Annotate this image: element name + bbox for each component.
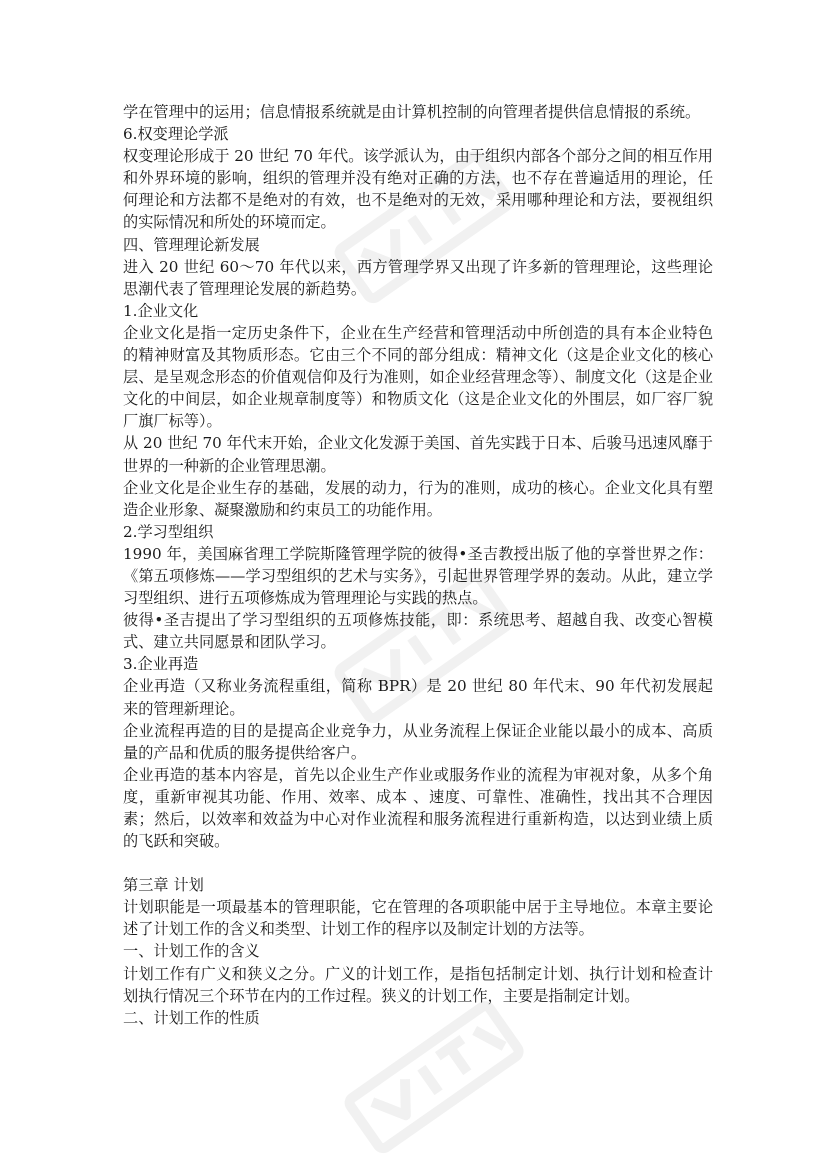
chapter-title: 第三章 计划 — [123, 876, 204, 895]
section-heading: 1.企业文化 — [123, 301, 199, 320]
paragraph: 学在管理中的运用；信息情报系统就是由计算机控制的向管理者提供信息情报的系统。 — [123, 103, 701, 121]
paragraph: 企业文化是企业生存的基础，发展的动力，行为的准则，成功的核心。企业文化具有塑造企业形象、凝聚激励和约束员工的功能作用。 — [123, 478, 713, 519]
section-heading: 6.权变理论学派 — [123, 125, 229, 144]
section-heading: 2.学习型组织 — [123, 522, 214, 541]
paragraph: 进入 20 世纪 60～70 年代以来，西方管理学界又出现了许多新的管理理论，这些理论思潮代表了管理理论发展的新趋势。 — [123, 257, 713, 298]
paragraph: 权变理论形成于 20 世纪 70 年代。该学派认为，由于组织内部各个部分之间的相互作用和外界环境的影响，组织的管理并没有绝对正确的方法，也不存在普遍适用的理论，任何理论和方法都不是绝对的有效，也不是绝对的无效，采用哪种理论和方法，要视组织的实际情况和所处的环境而定。 — [123, 147, 713, 232]
section-heading: 二、计划工作的性质 — [123, 1008, 260, 1027]
paragraph: 计划职能是一项最基本的管理职能，它在管理的各项职能中居于主导地位。本章主要论述了计划工作的含义和类型、计划工作的程序以及制定计划的方法等。 — [123, 898, 713, 939]
section-heading: 一、计划工作的含义 — [123, 942, 260, 961]
paragraph: 企业流程再造的目的是提高企业竞争力，从业务流程上保证企业能以最小的成本、高质量的产品和优质的服务提供给客户。 — [123, 721, 713, 762]
paragraph: 企业文化是指一定历史条件下，企业在生产经营和管理活动中所创造的具有本企业特色的精神财富及其物质形态。它由三个不同的部分组成：精神文化（这是企业文化的核心层、是呈观念形态的价值观信仰及行为准则，如企业经营理念等）、制度文化（这是企业文化的中间层，如企业规章制度等）和物质文化（这是企业文化的外围层，如厂容厂貌厂旗厂标等）。 — [123, 323, 713, 431]
section-heading: 3.企业再造 — [123, 655, 199, 674]
paragraph: 1990 年，美国麻省理工学院斯隆管理学院的彼得•圣吉教授出版了他的享誉世界之作：《第五项修炼——学习型组织的艺术与实务》，引起世界管理学界的轰动。从此，建立学习型组织、进行五项修炼成为管理理论与实践的热点。 — [123, 544, 713, 608]
paragraph: 从 20 世纪 70 年代末开始，企业文化发源于美国、首先实践于日本、后骏马迅速风靡于世界的一种新的企业管理思潮。 — [123, 434, 713, 475]
paragraph: 企业再造（又称业务流程重组，简称 BPR）是 20 世纪 80 年代末、90 年代初发展起来的管理新理论。 — [123, 677, 713, 718]
paragraph: 彼得•圣吉提出了学习型组织的五项修炼技能，即：系统思考、超越自我、改变心智模式、建立共同愿景和团队学习。 — [123, 611, 713, 652]
paragraph: 企业再造的基本内容是，首先以企业生产作业或服务作业的流程为审视对象，从多个角度，重新审视其功能、作用、效率、成本 、速度、可靠性、准确性，找出其不合理因素；然后，以效率和效益为中心对作业流程和服务流程进行重新构造，以达到业绩上质的飞跃和突破。 — [123, 765, 713, 851]
paragraph: 计划工作有广义和狭义之分。广义的计划工作，是指包括制定计划、执行计划和检查计划执行情况三个环节在内的工作过程。狭义的计划工作，主要是指制定计划。 — [123, 964, 713, 1005]
document-page — [123, 101, 713, 1029]
section-heading: 四、管理理论新发展 — [123, 235, 260, 254]
